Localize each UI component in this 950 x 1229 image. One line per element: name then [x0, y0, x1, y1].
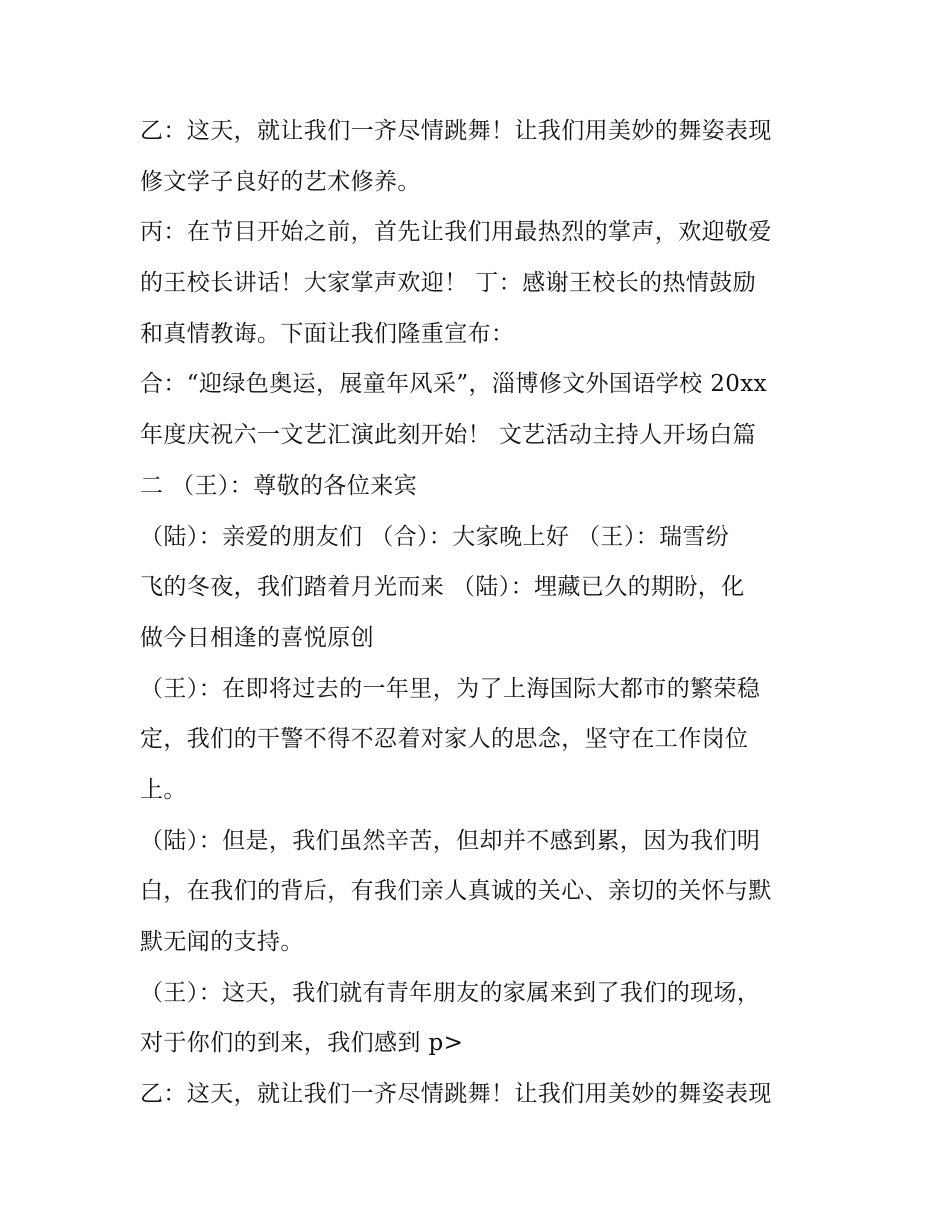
text-line-1: 乙：这天，就让我们一齐尽情跳舞！让我们用美妙的舞姿表现 — [140, 118, 772, 144]
text-line-2: 修文学子良好的艺术修养。 — [140, 168, 421, 195]
text-line-12: （王）：在即将过去的一年里，为了上海国际大都市的繁荣稳 — [140, 675, 761, 702]
text-line-6: 合：“迎绿色奥运，展童年风采”，淄博修文外国语学校 20xx — [140, 371, 768, 398]
text-line-20: 乙：这天，就让我们一齐尽情跳舞！让我们用美妙的舞姿表现 — [140, 1081, 772, 1108]
text-line-13: 定，我们的干警不得不忍着对家人的思念，坚守在工作岗位 — [140, 726, 749, 753]
text-line-18: （王）：这天，我们就有青年朋友的家属来到了我们的现场， — [140, 979, 761, 1006]
document-body — [140, 106, 820, 1120]
text-line-3: 丙：在节目开始之前，首先让我们用最热烈的掌声，欢迎敬爱 — [140, 219, 772, 246]
text-line-4: 的王校长讲话！大家掌声欢迎！ 丁：感谢王校长的热情鼓励 — [140, 270, 757, 297]
text-line-14: 上。 — [140, 776, 187, 803]
text-line-19: 对于你们的到来，我们感到 p> — [140, 1030, 464, 1057]
text-line-5: 和真情教诲。下面让我们隆重宣布： — [140, 320, 515, 347]
text-line-11: 做今日相逢的喜悦原创 — [140, 624, 374, 651]
text-line-16: 白，在我们的背后，有我们亲人真诚的关心、亲切的关怀与默 — [140, 878, 772, 905]
text-line-15: （陆）：但是，我们虽然辛苦，但却并不感到累，因为我们明 — [140, 827, 761, 854]
text-line-10: 飞的冬夜，我们踏着月光而来 （陆）：埋藏已久的期盼，化 — [140, 574, 745, 601]
text-line-17: 默无闻的支持。 — [140, 929, 304, 955]
text-line-9: （陆）：亲爱的朋友们 （合）：大家晚上好 （王）：瑞雪纷 — [140, 523, 730, 550]
text-line-8: 二 （王）：尊敬的各位来宾 — [140, 472, 418, 499]
text-line-7: 年度庆祝六一文艺汇演此刻开始！ 文艺活动主持人开场白篇 — [140, 422, 757, 449]
